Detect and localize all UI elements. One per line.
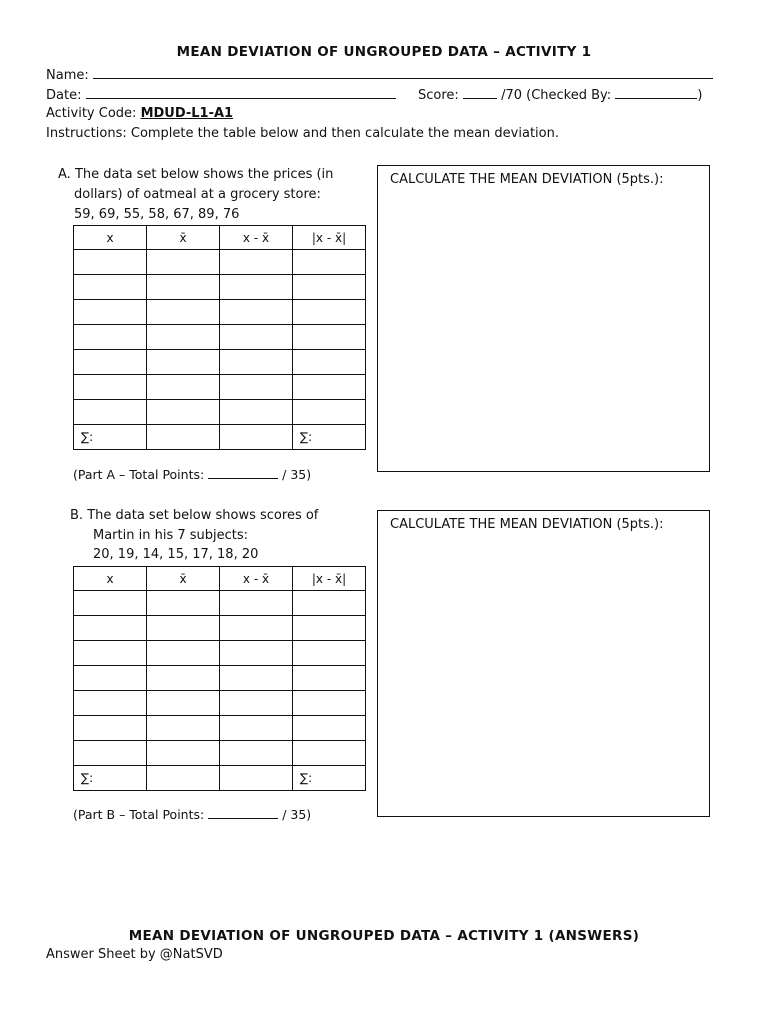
score-row (418, 86, 702, 103)
table-cell[interactable] (220, 375, 293, 400)
table-cell[interactable] (74, 666, 147, 691)
table-cell[interactable] (293, 616, 366, 641)
table-cell[interactable] (293, 275, 366, 300)
table-cell[interactable] (220, 691, 293, 716)
part-a-total-points (73, 466, 311, 482)
table-cell[interactable] (293, 691, 366, 716)
table-cell[interactable] (74, 275, 147, 300)
table-cell[interactable] (220, 741, 293, 766)
table-cell[interactable] (220, 275, 293, 300)
table-cell[interactable] (147, 250, 220, 275)
table-row (74, 616, 366, 641)
sum-label-abs-deviation[interactable]: ∑: (293, 766, 366, 791)
table-cell[interactable] (74, 325, 147, 350)
table-cell[interactable] (293, 591, 366, 616)
table-row (74, 641, 366, 666)
table-cell[interactable] (220, 325, 293, 350)
table-cell[interactable] (147, 691, 220, 716)
table-cell[interactable] (220, 250, 293, 275)
date-row (46, 86, 396, 103)
table-cell[interactable] (147, 325, 220, 350)
table-header-row (74, 567, 366, 591)
activity-code: MDUD-L1-A1 (140, 106, 234, 121)
part-a-prompt-line2: dollars) of oatmeal at a grocery store: (74, 187, 321, 202)
part-b-prompt-line2: Martin in his 7 subjects: (93, 528, 249, 543)
table-row (74, 400, 366, 425)
worksheet-title: MEAN DEVIATION OF UNGROUPED DATA – ACTIVITY 1 (176, 44, 592, 60)
score-label: Score: (418, 88, 459, 103)
score-blank[interactable] (463, 86, 497, 99)
col-header-abs-deviation: |x - x̄| (293, 567, 366, 591)
table-header-row (74, 226, 366, 250)
table-cell[interactable] (147, 300, 220, 325)
table-row (74, 716, 366, 741)
table-cell[interactable] (147, 641, 220, 666)
part-a-points-blank[interactable] (208, 466, 278, 479)
table-cell[interactable] (293, 350, 366, 375)
table-row (74, 325, 366, 350)
part-b-calc-title: CALCULATE THE MEAN DEVIATION (5pts.): (390, 517, 664, 532)
col-header-mean: x̄ (147, 226, 220, 250)
table-cell[interactable] (293, 375, 366, 400)
table-cell[interactable] (74, 300, 147, 325)
part-a-prompt-text1: The data set below shows the prices (in (74, 167, 334, 182)
table-cell[interactable] (74, 716, 147, 741)
table-cell[interactable] (147, 425, 220, 450)
table-cell[interactable] (293, 300, 366, 325)
table-row (74, 350, 366, 375)
part-a-data-values: 59, 69, 55, 58, 67, 89, 76 (74, 207, 240, 222)
table-cell[interactable] (74, 250, 147, 275)
table-sum-row (74, 766, 366, 791)
table-cell[interactable] (293, 250, 366, 275)
sum-label-x[interactable]: ∑: (74, 766, 147, 791)
table-row (74, 275, 366, 300)
date-blank[interactable] (86, 86, 396, 99)
table-cell[interactable] (147, 275, 220, 300)
table-cell[interactable] (147, 591, 220, 616)
table-cell[interactable] (147, 716, 220, 741)
col-header-x: x (74, 567, 147, 591)
table-cell[interactable] (147, 375, 220, 400)
sum-label-x[interactable]: ∑: (74, 425, 147, 450)
part-b-letter: B. (70, 508, 84, 523)
table-cell[interactable] (74, 641, 147, 666)
table-cell[interactable] (220, 666, 293, 691)
part-b-total-points (73, 806, 311, 822)
table-cell[interactable] (74, 741, 147, 766)
table-cell[interactable] (220, 716, 293, 741)
table-cell[interactable] (220, 591, 293, 616)
part-b-points-blank[interactable] (208, 806, 278, 819)
part-b-points-suffix: / 35) (282, 807, 312, 822)
col-header-deviation: x - x̄ (220, 226, 293, 250)
answers-title: MEAN DEVIATION OF UNGROUPED DATA – ACTIVITY 1 (ANSWERS) (128, 928, 640, 944)
table-cell[interactable] (220, 350, 293, 375)
part-b-prompt-text1: The data set below shows scores of (87, 508, 319, 523)
table-cell[interactable] (220, 425, 293, 450)
table-cell[interactable] (293, 641, 366, 666)
table-cell[interactable] (220, 300, 293, 325)
table-cell[interactable] (220, 641, 293, 666)
table-cell[interactable] (74, 691, 147, 716)
table-sum-row (74, 425, 366, 450)
table-cell[interactable] (147, 741, 220, 766)
name-blank[interactable] (93, 66, 713, 79)
checked-by-blank[interactable] (615, 86, 697, 99)
instructions: Instructions: Complete the table below and then calculate the mean deviation. (46, 126, 559, 141)
table-cell[interactable] (293, 325, 366, 350)
table-cell[interactable] (293, 716, 366, 741)
table-cell[interactable] (147, 616, 220, 641)
table-cell[interactable] (147, 766, 220, 791)
table-cell[interactable] (74, 375, 147, 400)
part-a-table (73, 225, 366, 450)
part-a-points-prefix: (Part A – Total Points: (73, 467, 205, 482)
part-b-points-prefix: (Part B – Total Points: (73, 807, 205, 822)
table-row (74, 300, 366, 325)
score-total: /70 (Checked By: (501, 88, 612, 103)
part-b-prompt-line1 (70, 508, 318, 523)
table-row (74, 591, 366, 616)
sum-label-abs-deviation[interactable]: ∑: (293, 425, 366, 450)
col-header-abs-deviation: |x - x̄| (293, 226, 366, 250)
table-cell[interactable] (147, 400, 220, 425)
table-cell[interactable] (293, 400, 366, 425)
table-cell[interactable] (220, 766, 293, 791)
answer-sheet-credit: Answer Sheet by @NatSVD (46, 947, 223, 962)
table-cell[interactable] (293, 741, 366, 766)
table-cell[interactable] (220, 400, 293, 425)
table-cell[interactable] (293, 666, 366, 691)
part-a-points-suffix: / 35) (282, 467, 312, 482)
table-cell[interactable] (220, 616, 293, 641)
table-row (74, 741, 366, 766)
score-close: ) (697, 88, 703, 103)
name-row (46, 66, 713, 83)
table-cell[interactable] (74, 350, 147, 375)
part-a-calc-box[interactable] (377, 165, 710, 472)
table-cell[interactable] (74, 591, 147, 616)
table-cell[interactable] (147, 666, 220, 691)
activity-code-row (46, 106, 233, 121)
table-cell[interactable] (147, 350, 220, 375)
part-a-prompt-line1 (58, 167, 333, 182)
name-label: Name: (46, 68, 89, 83)
activity-code-label: Activity Code: (46, 106, 137, 121)
table-row (74, 375, 366, 400)
table-row (74, 250, 366, 275)
table-cell[interactable] (74, 400, 147, 425)
col-header-deviation: x - x̄ (220, 567, 293, 591)
table-cell[interactable] (74, 616, 147, 641)
col-header-x: x (74, 226, 147, 250)
date-label: Date: (46, 88, 82, 103)
part-b-calc-box[interactable] (377, 510, 710, 817)
part-b-table (73, 566, 366, 791)
col-header-mean: x̄ (147, 567, 220, 591)
table-row (74, 691, 366, 716)
part-a-calc-title: CALCULATE THE MEAN DEVIATION (5pts.): (390, 172, 664, 187)
table-row (74, 666, 366, 691)
part-a-letter: A. (58, 167, 71, 182)
part-b-data-values: 20, 19, 14, 15, 17, 18, 20 (93, 547, 259, 562)
